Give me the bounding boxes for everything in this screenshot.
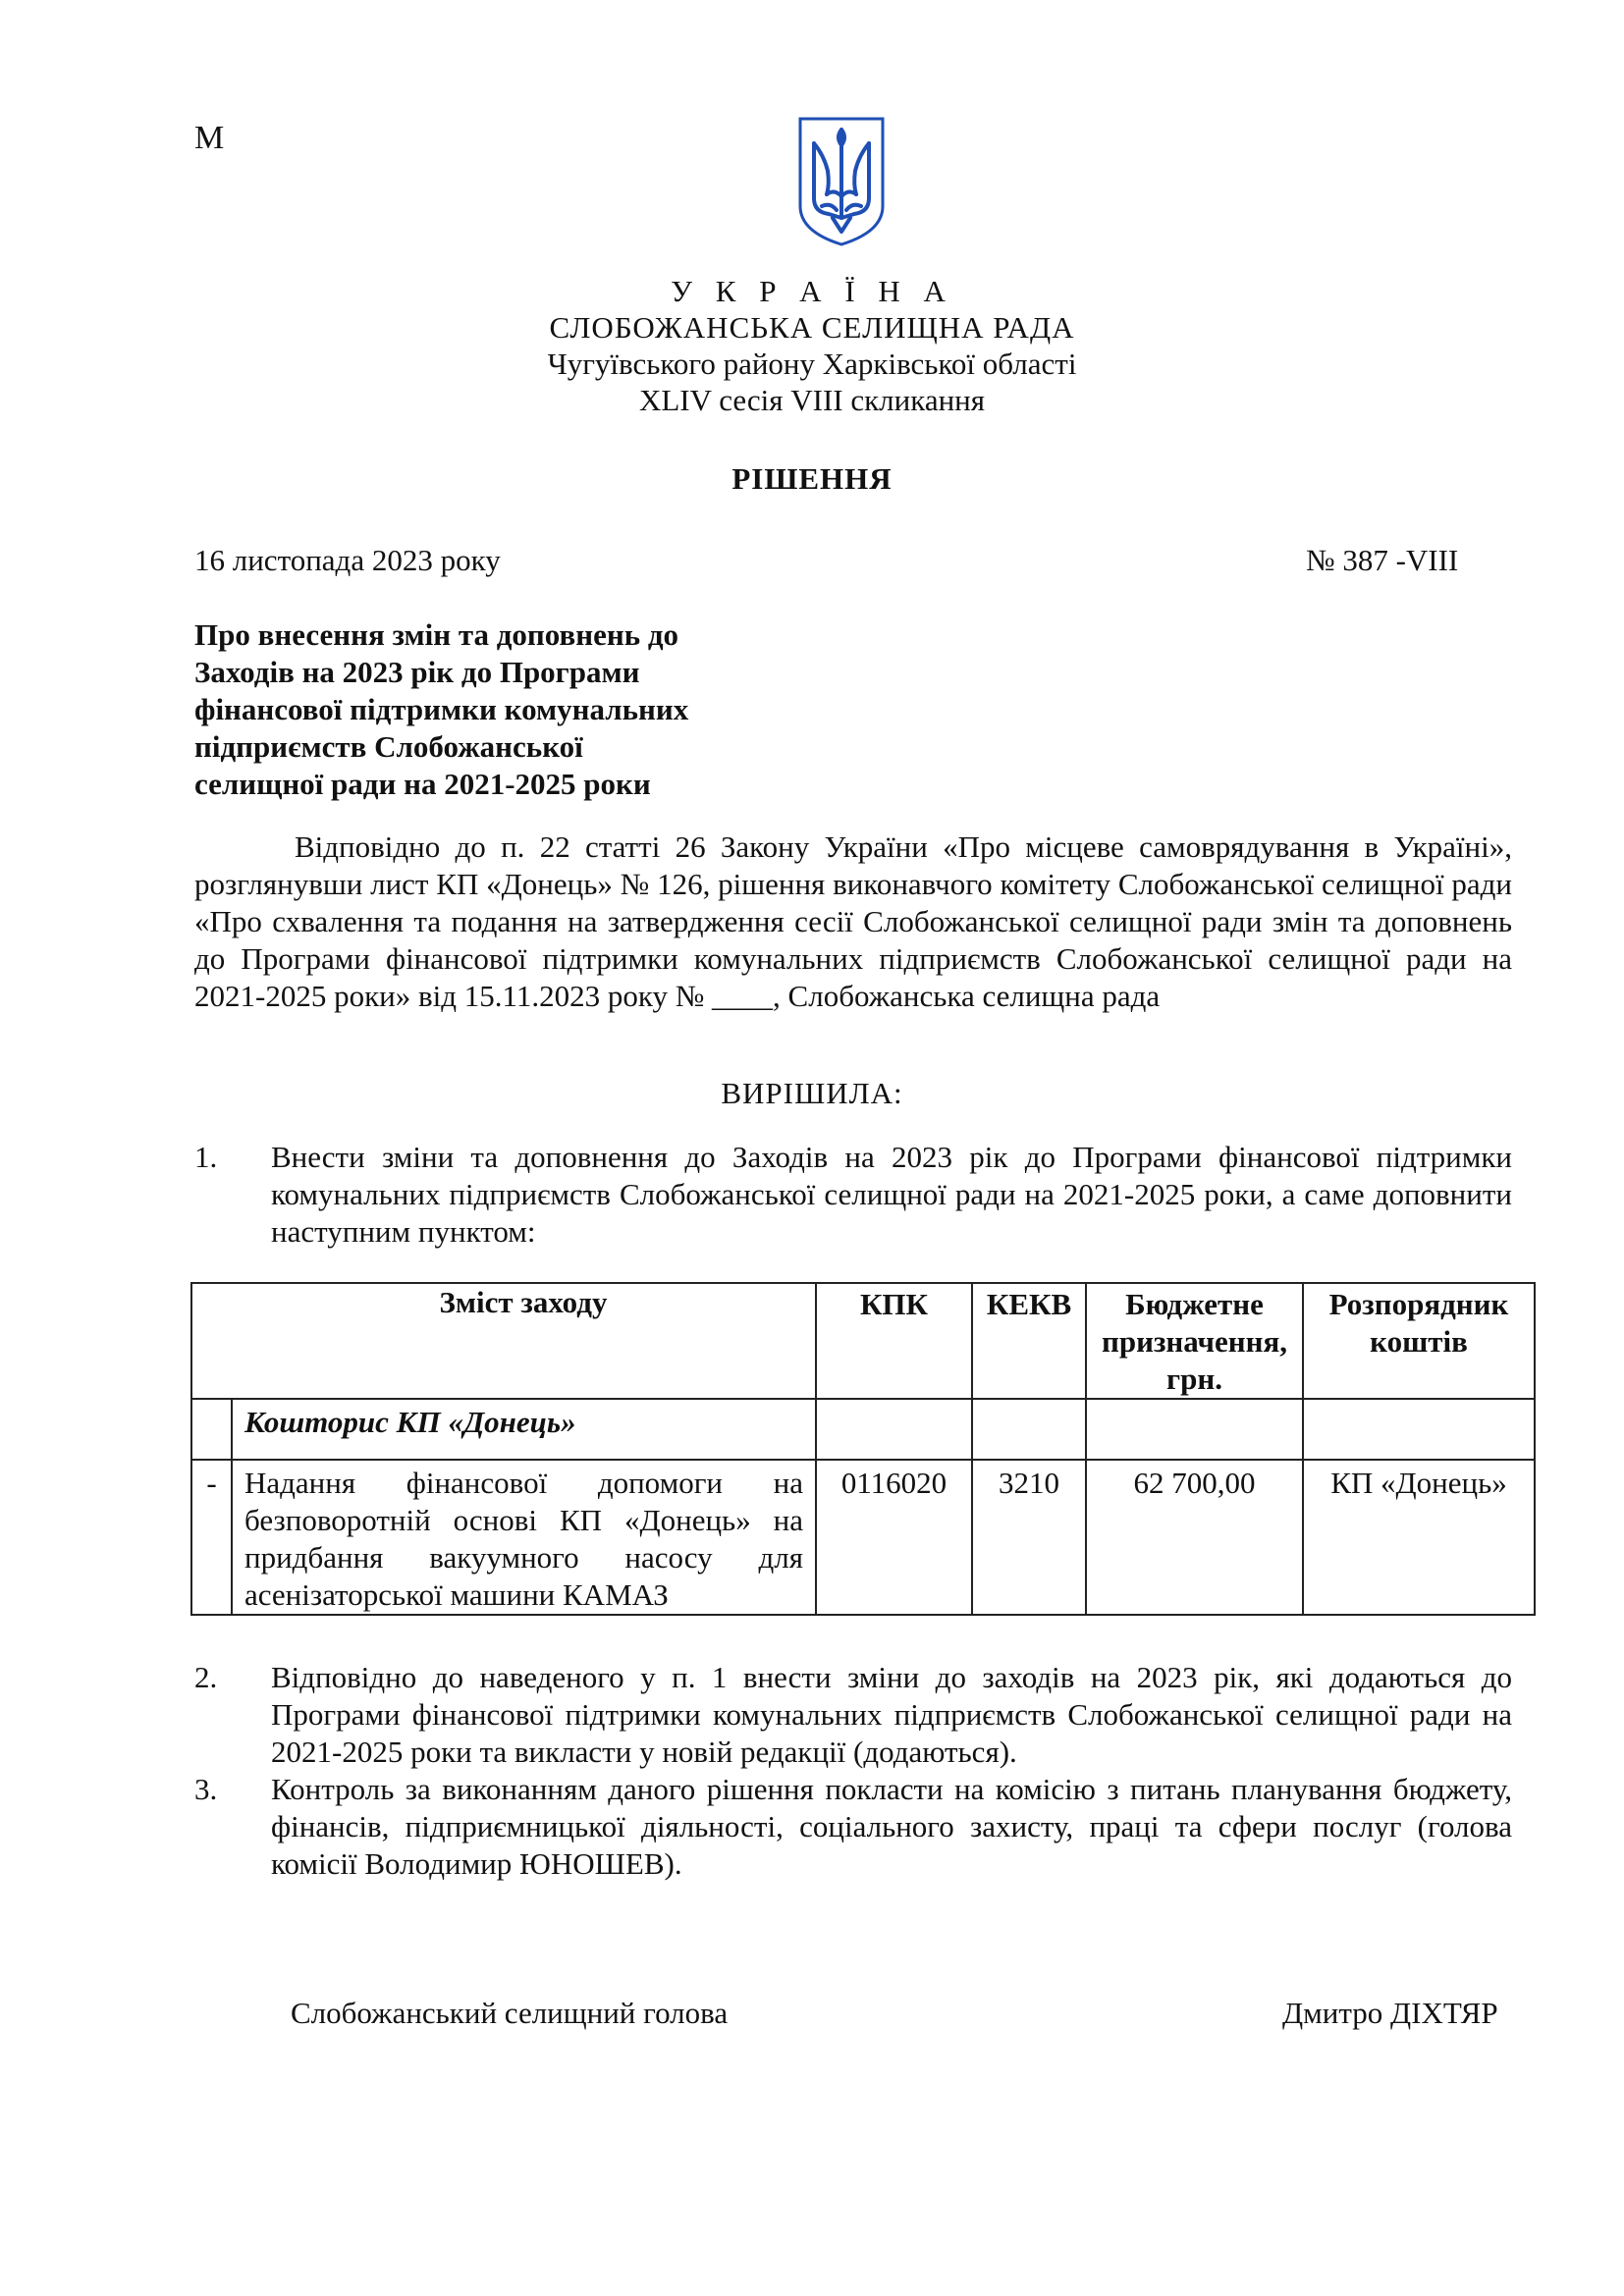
- item-text: Відповідно до наведеного у п. 1 внести зміни до заходів на 2023 рік, які додаються до Програми фінансової підтримки комунальних підприємств Слобожанської селищної ради на 2021-2025 роки та викласти у новій редакції (додаються).: [271, 1660, 1512, 1769]
- item-number: 3.: [194, 1772, 218, 1806]
- corner-mark: М: [194, 120, 225, 156]
- header-blank: [191, 1283, 232, 1399]
- item-text: Внести зміни та доповнення до Заходів на 2023 рік до Програми фінансової підтримки комунальних підприємств Слобожанської селищної ради на 2021-2025 роки, а саме доповнити наступним пунктом:: [271, 1140, 1512, 1249]
- header-kpk: КПК: [816, 1283, 972, 1399]
- document-number: № 387 -VIII: [1306, 543, 1459, 577]
- subject-line: селищної ради на 2021-2025 роки: [194, 767, 651, 801]
- row-dash: -: [191, 1460, 232, 1615]
- subject-line: Заходів на 2023 рік до Програми: [194, 655, 640, 689]
- document-type: РІШЕННЯ: [731, 461, 893, 496]
- section-label: Кошторис КП «Донець»: [232, 1399, 816, 1460]
- document-subject: [194, 616, 744, 803]
- district-name: Чугуївського району Харківської області: [547, 347, 1077, 381]
- decided-heading: ВИРІШИЛА:: [721, 1076, 903, 1110]
- table-header-row: [191, 1283, 1535, 1399]
- row-budget: 62 700,00: [1086, 1460, 1303, 1615]
- table-cell: [1303, 1399, 1535, 1460]
- preamble-text: Відповідно до п. 22 статті 26 Закону України «Про місцеве самоврядування в Україні», розглянувши лист КП «Донець» № 126, рішення виконавчого комітету Слобожанської селищної ради «Про схвалення та подання на затвердження сесії Слобожанської селищної ради змін та доповнень до Програми фінансової підтримки комунальних підприємств Слобожанської селищної ради на 2021-2025 роки» від 15.11.2023 року № ____, Слобожанська селищна рада: [194, 829, 1512, 1013]
- header-content: Зміст заходу: [232, 1283, 816, 1399]
- country-name: У К Р А Ї Н А: [671, 274, 953, 308]
- row-kekv: 3210: [972, 1460, 1086, 1615]
- item-text: Контроль за виконанням даного рішення покласти на комісію з питань планування бюджету, фінансів, підприємницької діяльності, соціального захисту, праці та сфери послуг (голова комісії Володимир ЮНОШЕВ).: [271, 1772, 1512, 1881]
- table-cell: [1086, 1399, 1303, 1460]
- header-kekv: КЕКВ: [972, 1283, 1086, 1399]
- preamble: [194, 828, 1512, 1015]
- table-cell: [816, 1399, 972, 1460]
- header-budget: Бюджетне призначення, грн.: [1086, 1283, 1303, 1399]
- subject-line: підприємств Слобожанської: [194, 729, 583, 764]
- row-kpk: 0116020: [816, 1460, 972, 1615]
- measures-table: [190, 1282, 1536, 1616]
- signer-name: Дмитро ДІХТЯР: [1282, 1996, 1498, 2030]
- signer-title: Слобожанський селищний голова: [291, 1996, 729, 2030]
- table-section-row: [191, 1399, 1535, 1460]
- document-header: [0, 273, 1624, 418]
- row-manager: КП «Донець»: [1303, 1460, 1535, 1615]
- session-info: XLIV сесія VIII скликання: [638, 383, 986, 417]
- subject-line: фінансової підтримки комунальних: [194, 692, 689, 726]
- table-row: [191, 1460, 1535, 1615]
- item-number: 2.: [194, 1660, 218, 1694]
- section-blank: [191, 1399, 232, 1460]
- coat-of-arms-icon: [797, 116, 886, 247]
- document-date: 16 листопада 2023 року: [194, 543, 501, 577]
- council-name: СЛОБОЖАНСЬКА СЕЛИЩНА РАДА: [549, 310, 1075, 345]
- row-content: Надання фінансової допомоги на безповоротній основі КП «Донець» на придбання вакуумного насосу для асенізаторської машини КАМАЗ: [232, 1460, 816, 1615]
- table-cell: [972, 1399, 1086, 1460]
- item-number: 1.: [194, 1140, 218, 1174]
- header-manager: Розпорядник коштів: [1303, 1283, 1535, 1399]
- subject-line: Про внесення змін та доповнень до: [194, 617, 679, 652]
